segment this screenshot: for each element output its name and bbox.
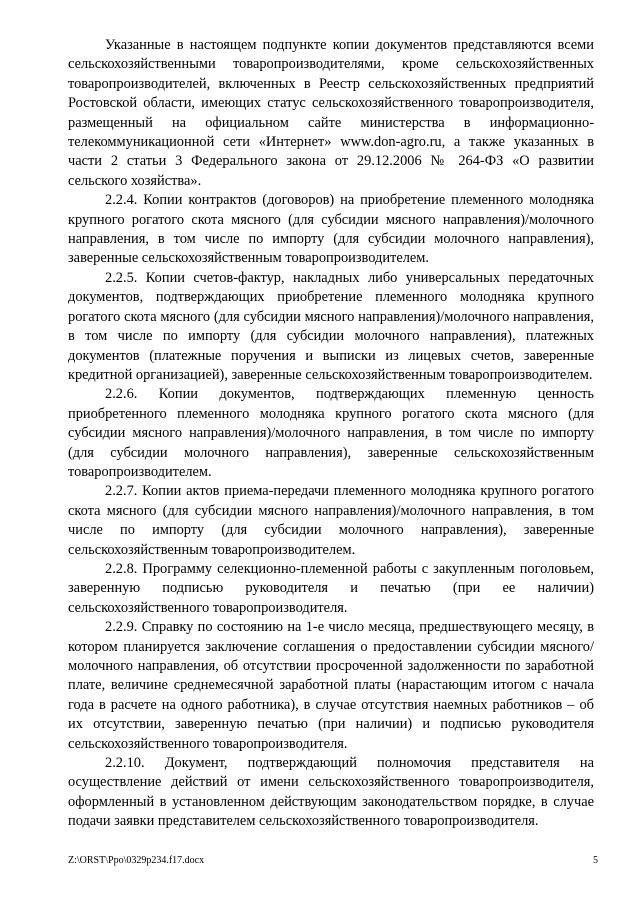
- paragraph-2-2-6: 2.2.6. Копии документов, подтверждающих племенную ценность приобретенного племенного молодняка крупного рогатого скота мясного (для субсидии мясного направления)/молочного направления, в том числе по импорту (для субсидии молочного направления), заверенные сельскохозяйственным товаропроизводителем.: [68, 386, 594, 480]
- footer-page-number: 5: [593, 855, 598, 866]
- footer-file-path: Z:\ORST\Ppo\0329p234.f17.docx: [68, 855, 205, 866]
- document-page: [68, 36, 594, 832]
- paragraph-copies-note: Указанные в настоящем подпункте копии документов представляются всеми сельскохозяйственными товаропроизводителями, кроме сельскохозяйственных товаропроизводителей, включенных в Реестр сельскохозяйственных предприятий Ростовской области, имеющих статус сельскохозяйственного товаропроизводителя, размещенный на официальном сайте министерства в информационно-телекоммуникационной сети «Интернет» www.don-agro.ru, а также указанных в части 2 статьи 3 Федерального закона от 29.12.2006 № 264-ФЗ «О развитии сельского хозяйства».: [68, 37, 594, 189]
- paragraph-2-2-4: 2.2.4. Копии контрактов (договоров) на приобретение племенного молодняка крупного рогатого скота мясного (для субсидии мясного направления)/молочного направления, в том числе по импорту (для субсидии молочного направления), заверенные сельскохозяйственным товаропроизводителем.: [68, 192, 594, 267]
- paragraph-2-2-9: 2.2.9. Справку по состоянию на 1-е число месяца, предшествующего месяцу, в котором планируется заключение соглашения о предоставлении субсидии мясного/молочного направления, об отсутствии просроченной задолженности по заработной плате, величине среднемесячной заработной платы (нарастающим итогом с начала года в расчете на одного работника), в случае отсутствия наемных работников – об их отсутствии, заверенную печатью (при наличии) и подписью руководителя сельскохозяйственного товаропроизводителя.: [68, 619, 594, 752]
- paragraph-2-2-10: 2.2.10. Документ, подтверждающий полномочия представителя на осуществление действий от имени сельскохозяйственного товаропроизводителя, оформленный в установленном действующим законодательством порядке, в случае подачи заявки представителем сельскохозяйственного товаропроизводителя.: [68, 755, 594, 830]
- paragraph-2-2-8: 2.2.8. Программу селекционно-племенной работы с закупленным поголовьем, заверенную подписью руководителя и печатью (при ее наличии) сельскохозяйственного товаропроизводителя.: [68, 560, 594, 616]
- paragraph-2-2-7: 2.2.7. Копии актов приема-передачи племенного молодняка крупного рогатого скота мясного (для субсидии мясного направления)/молочного направления, в том числе по импорту (для субсидии молочного направления), заверенные сельскохозяйственным товаропроизводителем.: [68, 483, 594, 558]
- paragraph-2-2-5: 2.2.5. Копии счетов-фактур, накладных либо универсальных передаточных документов, подтверждающих приобретение племенного молодняка крупного рогатого скота мясного (для субсидии мясного направления)/молочного направления, в том числе по импорту (для субсидии молочного направления), платежных документов (платежные поручения и выписки из лицевых счетов, заверенные кредитной организацией), заверенные сельскохозяйственным товаропроизводителем.: [68, 269, 594, 383]
